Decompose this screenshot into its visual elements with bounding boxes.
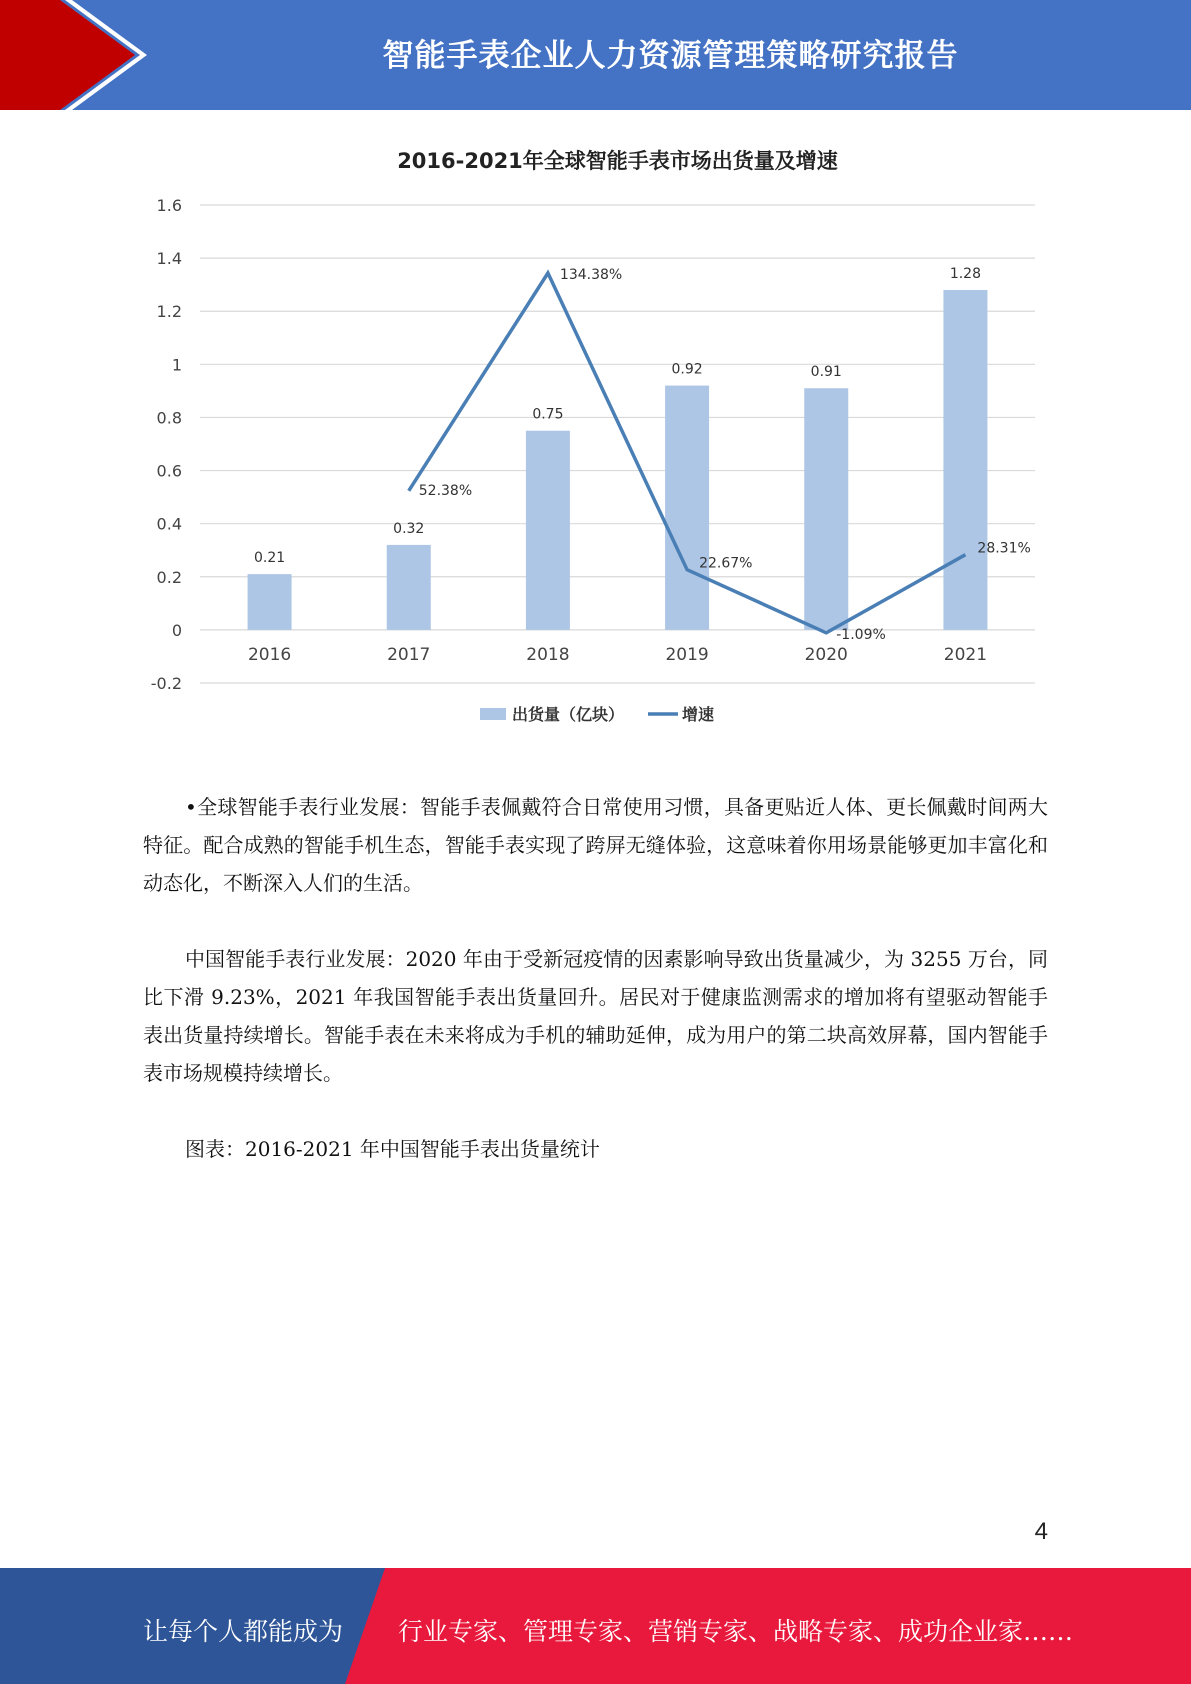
growth-data-label: 28.31% xyxy=(977,540,1031,557)
legend-bar-label: 出货量（亿块） xyxy=(512,705,625,724)
bar-2019 xyxy=(665,386,709,630)
growth-data-label: 22.67% xyxy=(699,555,753,572)
bar-data-label: 0.91 xyxy=(810,364,842,381)
chart-svg xyxy=(140,135,1050,735)
y-tick-label: 0.8 xyxy=(156,408,182,428)
growth-data-label: 52.38% xyxy=(418,482,473,499)
bar-data-label: 0.75 xyxy=(532,406,564,423)
report-title: 智能手表企业人力资源管理策略研究报告 xyxy=(382,38,959,74)
y-tick-label: 1 xyxy=(171,355,182,375)
y-tick-label: 1.6 xyxy=(156,196,182,215)
header-bar xyxy=(0,0,1191,110)
x-tick-label: 2020 xyxy=(804,644,848,665)
growth-data-label: 134.38% xyxy=(559,267,623,284)
y-tick-label: 1.4 xyxy=(156,249,182,269)
legend-line-label: 增速 xyxy=(682,705,715,724)
y-tick-label: 0.6 xyxy=(156,461,182,481)
x-tick-label: 2019 xyxy=(665,644,709,665)
paragraph-china: 中国智能手表行业发展：2020 年由于受新冠疫情的因素影响导致出货量减少，为 3255 万台，同比下滑 9.23%，2021 年我国智能手表出货量回升。居民对于健康监测需求的增加将有望驱动智能手表出货量持续增长。智能手表在未来将成为手机的辅助延伸，成为用户的第二块高效屏幕，国内智能手表市场规模持续增长。 xyxy=(143,947,1048,1085)
china-industry-paragraph xyxy=(143,940,1048,1092)
y-tick-label: 1.2 xyxy=(156,302,182,322)
footer-slogan-right: 行业专家、管理专家、营销专家、战略专家、成功企业家…… xyxy=(398,1617,1074,1646)
y-tick-label: 0.4 xyxy=(156,514,182,534)
bar-data-label: 0.92 xyxy=(671,361,703,378)
growth-data-label: -1.09% xyxy=(836,626,886,643)
bar-data-label: 1.28 xyxy=(949,265,982,282)
x-tick-label: 2018 xyxy=(526,644,570,665)
footer-bar xyxy=(0,1568,1191,1684)
bar-2017 xyxy=(387,545,431,630)
chart-title: 2016-2021年全球智能手表市场出货量及增速 xyxy=(397,149,838,173)
shipment-chart xyxy=(140,135,1050,735)
page-number: 4 xyxy=(1034,1518,1048,1545)
bar-data-label: 0.32 xyxy=(393,520,425,537)
y-tick-label: 0 xyxy=(171,620,182,640)
header-arrow-icon xyxy=(0,0,160,110)
global-industry-paragraph xyxy=(143,788,1048,902)
footer-slogan-left: 让每个人都能成为 xyxy=(143,1617,344,1646)
bar-data-label: 0.21 xyxy=(253,550,286,567)
paragraph-global: •全球智能手表行业发展：智能手表佩戴符合日常使用习惯，具备更贴近人体、更长佩戴时间两大特征。配合成熟的智能手机生态，智能手表实现了跨屏无缝体验，这意味着你用场景能够更加丰富化和动态化，不断深入人们的生活。 xyxy=(143,795,1048,895)
y-tick-label: 0.2 xyxy=(156,567,182,587)
figure-caption-block xyxy=(143,1130,1048,1168)
bar-2016 xyxy=(248,574,292,630)
bar-2020 xyxy=(804,388,848,630)
x-tick-label: 2016 xyxy=(247,644,292,665)
y-tick-label: -0.2 xyxy=(150,674,182,693)
legend-bar-swatch xyxy=(480,708,506,720)
x-tick-label: 2021 xyxy=(943,644,988,665)
figure-caption: 图表：2016-2021 年中国智能手表出货量统计 xyxy=(185,1137,600,1161)
x-tick-label: 2017 xyxy=(387,644,431,665)
bar-2021 xyxy=(943,290,987,630)
bar-2018 xyxy=(526,431,570,630)
